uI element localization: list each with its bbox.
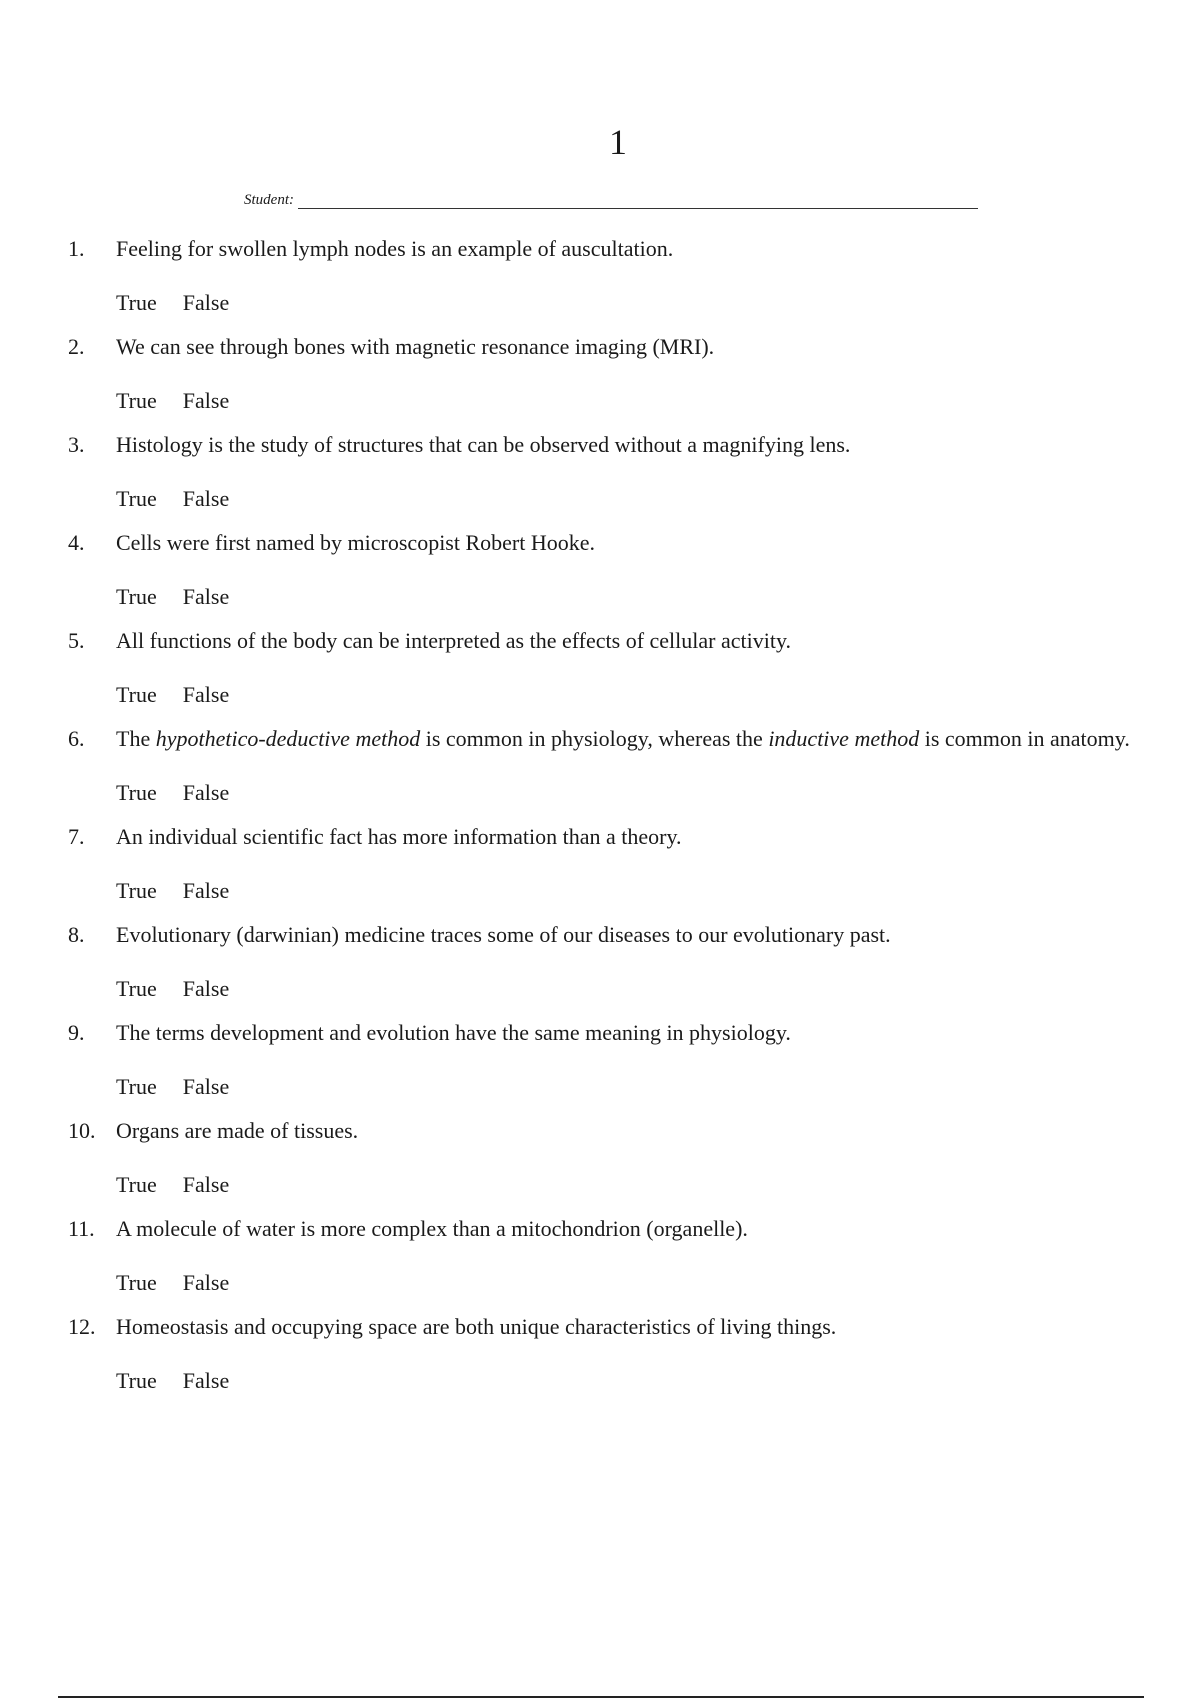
answer-true[interactable]: True: [116, 1172, 157, 1197]
question-item: [68, 1020, 1148, 1100]
answer-false[interactable]: False: [182, 1172, 230, 1197]
question-row: [68, 334, 1148, 360]
question-number: 11.: [68, 1216, 95, 1241]
answer-false[interactable]: False: [182, 682, 230, 707]
question-row: [68, 824, 1148, 850]
question-number: 9.: [68, 1020, 85, 1045]
question-item: [68, 432, 1148, 512]
answer-true[interactable]: True: [116, 584, 157, 609]
answer-true[interactable]: True: [116, 780, 157, 805]
question-row: [68, 236, 1148, 262]
question-text: Cells were first named by microscopist Robert Hooke.: [116, 530, 596, 555]
answer-options: [116, 976, 1148, 1002]
question-item: [68, 628, 1148, 708]
question-list: [68, 236, 1148, 1412]
student-label: Student:: [244, 192, 294, 208]
student-field: [244, 190, 978, 209]
answer-options: [116, 878, 1148, 904]
question-row: [68, 432, 1148, 458]
question-item: [68, 922, 1148, 1002]
answer-true[interactable]: True: [116, 1368, 157, 1393]
answer-false[interactable]: False: [182, 780, 230, 805]
question-text-emphasis: hypothetico-deductive method: [155, 726, 421, 751]
answer-false[interactable]: False: [182, 878, 230, 903]
question-text: An individual scientific fact has more information than a theory.: [116, 824, 682, 849]
question-number: 10.: [68, 1118, 96, 1143]
question-row: [68, 1314, 1148, 1340]
answer-false[interactable]: False: [182, 1270, 230, 1295]
answer-true[interactable]: True: [116, 1270, 157, 1295]
question-item: [68, 824, 1148, 904]
answer-false[interactable]: False: [182, 290, 230, 315]
question-text-part: is common in anatomy.: [919, 726, 1130, 751]
answer-true[interactable]: True: [116, 682, 157, 707]
question-number: 2.: [68, 334, 85, 359]
student-name-line[interactable]: [298, 190, 978, 209]
answer-true[interactable]: True: [116, 1074, 157, 1099]
answer-true[interactable]: True: [116, 878, 157, 903]
page-number: 1: [609, 122, 627, 162]
answer-false[interactable]: False: [182, 976, 230, 1001]
answer-false[interactable]: False: [182, 584, 230, 609]
answer-options: [116, 388, 1148, 414]
answer-true[interactable]: True: [116, 290, 157, 315]
question-row: [68, 530, 1148, 556]
question-row: [68, 1118, 1148, 1144]
question-item: [68, 334, 1148, 414]
answer-options: [116, 486, 1148, 512]
question-text-emphasis: inductive method: [768, 726, 920, 751]
answer-options: [116, 1270, 1148, 1296]
answer-false[interactable]: False: [182, 486, 230, 511]
question-text: Homeostasis and occupying space are both unique characteristics of living things.: [116, 1314, 837, 1339]
question-item: [68, 1118, 1148, 1198]
question-row: [68, 726, 1148, 752]
question-item: [68, 530, 1148, 610]
answer-true[interactable]: True: [116, 486, 157, 511]
question-text: Histology is the study of structures that can be observed without a magnifying lens.: [116, 432, 851, 457]
question-number: 12.: [68, 1314, 96, 1339]
question-number: 3.: [68, 432, 85, 457]
question-item: [68, 1314, 1148, 1394]
question-text: Evolutionary (darwinian) medicine traces some of our diseases to our evolutionary past.: [116, 922, 891, 947]
answer-true[interactable]: True: [116, 976, 157, 1001]
question-item: [68, 1216, 1148, 1296]
question-text: We can see through bones with magnetic resonance imaging (MRI).: [116, 334, 715, 359]
footer-divider: [58, 1696, 1144, 1698]
question-number: 1.: [68, 236, 85, 261]
answer-false[interactable]: False: [182, 1368, 230, 1393]
question-number: 7.: [68, 824, 85, 849]
question-text-part: The: [116, 726, 156, 751]
answer-options: [116, 1074, 1148, 1100]
question-text-part: is common in physiology, whereas the: [420, 726, 769, 751]
question-row: [68, 1216, 1148, 1242]
answer-true[interactable]: True: [116, 388, 157, 413]
answer-false[interactable]: False: [182, 1074, 230, 1099]
question-number: 8.: [68, 922, 85, 947]
question-row: [68, 628, 1148, 654]
question-item: [68, 726, 1148, 806]
question-text: All functions of the body can be interpreted as the effects of cellular activity.: [116, 628, 792, 653]
answer-options: [116, 682, 1148, 708]
question-item: [68, 236, 1148, 316]
question-text: Feeling for swollen lymph nodes is an example of auscultation.: [116, 236, 674, 261]
answer-options: [116, 584, 1148, 610]
answer-options: [116, 290, 1148, 316]
answer-false[interactable]: False: [182, 388, 230, 413]
question-number: 6.: [68, 726, 85, 751]
question-text: Organs are made of tissues.: [116, 1118, 359, 1143]
question-text: The terms development and evolution have the same meaning in physiology.: [116, 1020, 791, 1045]
answer-options: [116, 1368, 1148, 1394]
question-row: [68, 922, 1148, 948]
question-row: [68, 1020, 1148, 1046]
question-number: 5.: [68, 628, 85, 653]
question-text: [116, 726, 1148, 752]
question-text: A molecule of water is more complex than a mitochondrion (organelle).: [116, 1216, 748, 1241]
question-number: 4.: [68, 530, 85, 555]
answer-options: [116, 1172, 1148, 1198]
answer-options: [116, 780, 1148, 806]
